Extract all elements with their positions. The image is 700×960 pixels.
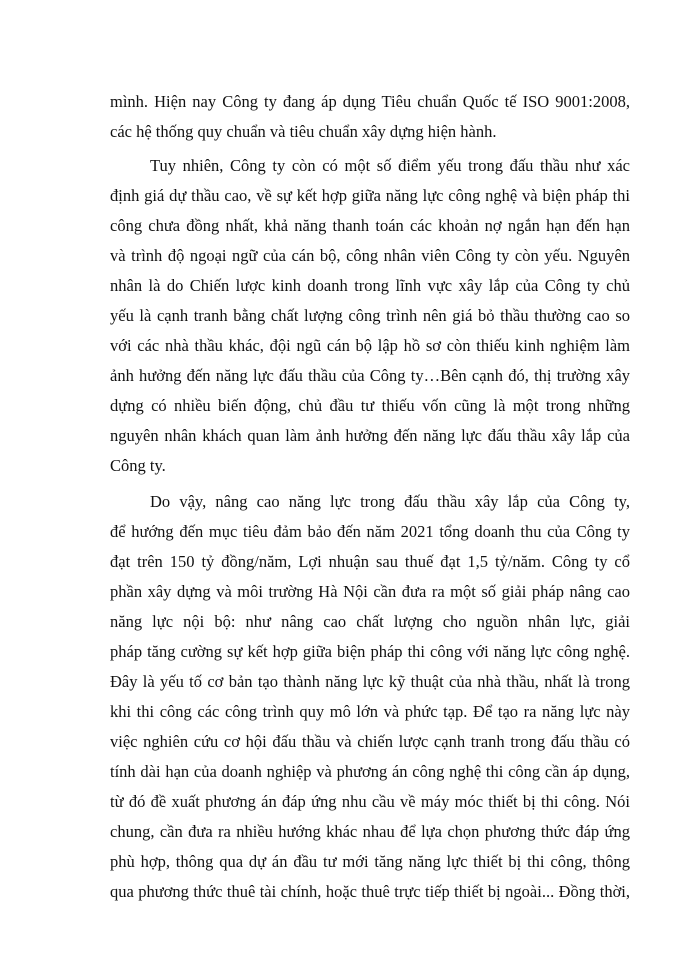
text-line (0, 578, 700, 606)
text-line-content: Công ty. (110, 456, 166, 475)
text-line (0, 638, 700, 666)
text-line (0, 242, 700, 270)
text-line-content: định giá dự thầu cao, về sự kết hợp giữa năng lực công nghệ và biện pháp thi (110, 186, 630, 205)
text-line-content: đạt trên 150 tỷ đồng/năm, Lợi nhuận sau thuế đạt 1,5 tỷ/năm. Công ty cổ (110, 552, 630, 571)
text-line (0, 422, 700, 450)
text-line-content: qua phương thức thuê tài chính, hoặc thuê trực tiếp thiết bị ngoài... Đồng thời, (110, 882, 630, 901)
text-line (0, 392, 700, 420)
text-line-content: khi thi công các công trình quy mô lớn và phức tạp. Để tạo ra năng lực này (110, 702, 630, 721)
text-line-content: yếu là cạnh tranh bằng chất lượng công trình nên giá bỏ thầu thường cao so (110, 306, 630, 325)
text-line-content: và trình độ ngoại ngữ của cán bộ, công nhân viên Công ty còn yếu. Nguyên (110, 246, 630, 265)
text-line-content: việc nghiên cứu cơ hội đấu thầu và chiến lược cạnh tranh trong đấu thầu có (110, 732, 630, 751)
text-line-content: tính dài hạn của doanh nghiệp và phương án công nghệ thi công cần áp dụng, (110, 762, 630, 781)
text-line (0, 518, 700, 546)
text-line-content: công chưa đồng nhất, khả năng thanh toán các khoản nợ ngắn hạn đến hạn (110, 216, 630, 235)
text-line-content: phù hợp, thông qua dự án đầu tư mới tăng năng lực thiết bị thi công, thông (110, 852, 630, 871)
text-line-content: để hướng đến mục tiêu đảm bảo đến năm 2021 tổng doanh thu của Công ty (110, 522, 630, 541)
text-line-content: Đây là yếu tố cơ bản tạo thành năng lực kỹ thuật của nhà thầu, nhất là trong (110, 672, 630, 691)
text-line (0, 332, 700, 360)
text-line-content: các hệ thống quy chuẩn và tiêu chuẩn xây dựng hiện hành. (110, 122, 497, 141)
text-line (0, 212, 700, 240)
text-line (0, 272, 700, 300)
text-line-content: Do vậy, nâng cao năng lực trong đấu thầu xây lắp của Công ty, (150, 492, 630, 511)
text-line-content: nhân là do Chiến lược kinh doanh trong lĩnh vực xây lắp của Công ty chủ (110, 276, 630, 295)
text-line (0, 302, 700, 330)
text-line-content: phần xây dựng và môi trường Hà Nội cần đưa ra một số giải pháp nâng cao (110, 582, 630, 601)
text-line (0, 728, 700, 756)
text-line (0, 878, 700, 906)
text-line (0, 118, 700, 146)
text-line (0, 608, 700, 636)
text-line (0, 848, 700, 876)
text-line (0, 362, 700, 390)
text-line (0, 698, 700, 726)
text-line (0, 452, 700, 480)
text-line (0, 758, 700, 786)
text-line-content: dựng có nhiều biến động, chủ đầu tư thiếu vốn cũng là một trong những (110, 396, 630, 415)
text-line (0, 182, 700, 210)
text-line-content: với các nhà thầu khác, đội ngũ cán bộ lập hồ sơ còn thiếu kinh nghiệm làm (110, 336, 630, 355)
text-line (0, 818, 700, 846)
text-line (0, 548, 700, 576)
paragraph-first-line (0, 152, 700, 180)
text-line-content: chung, cần đưa ra nhiều hướng khác nhau để lựa chọn phương thức đáp ứng (110, 822, 630, 841)
text-line-content: năng lực nội bộ: như nâng cao chất lượng cho nguồn nhân lực, giải (110, 612, 630, 631)
text-line-content: Tuy nhiên, Công ty còn có một số điểm yếu trong đấu thầu như xác (150, 156, 630, 175)
text-line (0, 788, 700, 816)
text-line (0, 668, 700, 696)
text-line-content: ảnh hưởng đến năng lực đấu thầu của Công ty…Bên cạnh đó, thị trường xây (110, 366, 630, 385)
text-line-content: pháp tăng cường sự kết hợp giữa biện pháp thi công với năng lực công nghệ. (110, 642, 630, 661)
text-line-content: nguyên nhân khách quan làm ảnh hưởng đến năng lực đấu thầu xây lắp của (110, 426, 630, 445)
paragraph-first-line (0, 488, 700, 516)
text-line-content: từ đó đề xuất phương án đáp ứng nhu cầu về máy móc thiết bị thi công. Nói (110, 792, 630, 811)
text-line-content: mình. Hiện nay Công ty đang áp dụng Tiêu chuẩn Quốc tế ISO 9001:2008, (110, 92, 630, 111)
text-line (0, 88, 700, 116)
